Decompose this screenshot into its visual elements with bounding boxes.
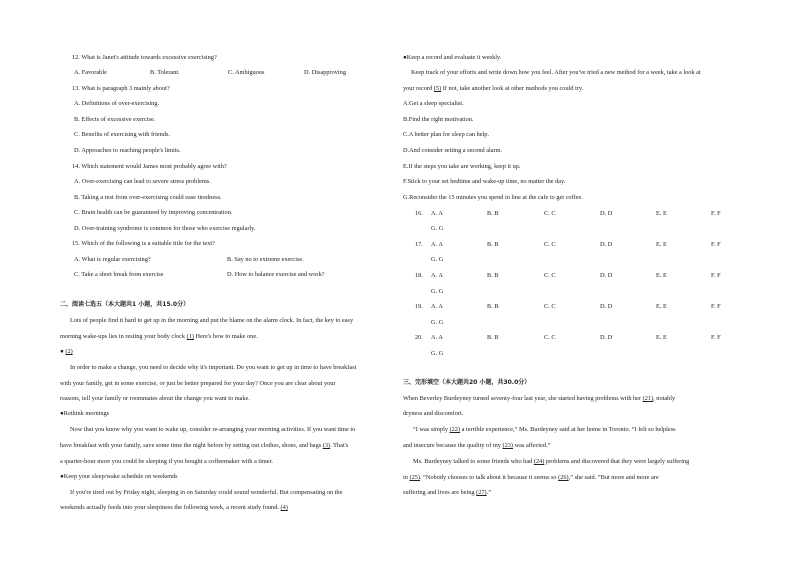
- passage-paragraph-3-line-2: [60, 443, 348, 449]
- cloze-text: a terrible experience,” Ms. Burdeyney said at her home in Toronto. “I felt so helpless: [460, 426, 676, 433]
- cloze-line-5: [413, 459, 689, 465]
- cloze-line-1: [403, 396, 675, 402]
- cloze-text: in: [403, 474, 410, 481]
- answer-option-f[interactable]: F. F: [711, 272, 721, 279]
- answer-option-f[interactable]: F. F: [711, 210, 721, 217]
- answer-option-e[interactable]: E. E: [656, 272, 667, 279]
- blank-27[interactable]: (27): [476, 489, 487, 496]
- passage-text: If not, take another look at other methods you could try.: [441, 85, 584, 92]
- passage-text: morning wake-ups lies in resting your body clock: [60, 333, 187, 340]
- question-14-stem: 14. Which statement would James most probably agree with?: [72, 163, 227, 170]
- question-13-stem: 13. What is paragraph 3 mainly about?: [72, 85, 170, 92]
- answer-option-b[interactable]: B. B: [487, 241, 499, 248]
- question-15-option-c[interactable]: C. Take a short break from exercise: [74, 271, 164, 278]
- bullet-heading-5: ●Keep a record and evaluate it weekly.: [403, 54, 502, 61]
- answer-option-d[interactable]: D. D: [600, 210, 613, 217]
- question-13-option-d[interactable]: D. Approaches to reaching people's limits.: [74, 147, 181, 154]
- passage-text: your record: [403, 85, 434, 92]
- passage-paragraph-1-line-1: Lots of people find it hard to get up in the morning and put the blame on the alarm clock. In fact, the key to easy: [70, 317, 354, 324]
- answer-option-d[interactable]: D. D: [600, 334, 613, 341]
- question-14-option-c[interactable]: C. Brain health can be guaranteed by improving concentration.: [74, 209, 233, 216]
- question-15-stem: 15. Which of the following is a suitable title for the text?: [72, 240, 215, 247]
- passage-text: . That's: [330, 442, 349, 449]
- answer-option-b[interactable]: B. B: [487, 334, 499, 341]
- question-14-option-b[interactable]: B. Taking a rest from over-exercising could ease tiredness.: [74, 194, 222, 201]
- blank-3[interactable]: (3): [322, 442, 331, 449]
- answer-option-e[interactable]: E. E: [656, 334, 667, 341]
- passage-paragraph-2-line-1: In order to make a change, you need to decide why it's important. Do you want to get up in time to have breakfast: [70, 364, 357, 371]
- cloze-text: and insecure because the quality of my: [403, 442, 503, 449]
- cloze-text: .”: [486, 489, 492, 496]
- blank-23[interactable]: (23): [502, 442, 513, 449]
- passage-paragraph-5-line-2: [403, 86, 583, 92]
- cloze-text: suffering and lives are being: [403, 489, 477, 496]
- answer-option-d[interactable]: D. D: [600, 272, 613, 279]
- answer-option-e[interactable]: E. E: [656, 303, 667, 310]
- answer-option-a[interactable]: A. A: [431, 272, 443, 279]
- cloze-line-4: [403, 443, 550, 449]
- question-12-option-a[interactable]: A. Favorable: [74, 69, 107, 76]
- cloze-text: “I was simply: [413, 426, 450, 433]
- answer-option-e[interactable]: E. E: [656, 241, 667, 248]
- blank-24[interactable]: (24): [533, 458, 545, 465]
- question-14-option-d[interactable]: D. Over-training syndrome is common for those who exercise regularly.: [74, 225, 256, 232]
- blank-21[interactable]: (21): [642, 395, 654, 402]
- cloze-text: was affected.”: [513, 442, 551, 449]
- question-12-option-d[interactable]: D. Disapproving: [304, 69, 346, 76]
- blank-5[interactable]: (5): [433, 85, 442, 92]
- passage-paragraph-1-line-2: [60, 334, 258, 340]
- section-2-heading: 二、阅读七选五（本大题共1 小题，共15.0分）: [60, 301, 190, 308]
- bullet-heading-2: [60, 349, 73, 355]
- passage-paragraph-5-line-1: Keep track of your efforts and write down how you feel. After you've tried a new method for a week, take a look at: [411, 69, 701, 76]
- passage-paragraph-4-line-2: [60, 505, 288, 511]
- question-15-option-d[interactable]: D. How to balance exercise and work?: [227, 271, 325, 278]
- answer-row-number: 19.: [415, 303, 423, 310]
- answer-option-c[interactable]: C. C: [544, 272, 556, 279]
- question-12-option-c[interactable]: C. Ambiguous: [228, 69, 265, 76]
- answer-option-b[interactable]: B. B: [487, 272, 499, 279]
- answer-option-a[interactable]: A. A: [431, 334, 443, 341]
- choice-f: F.Stick to your set bedtime and wake-up time, no matter the day.: [403, 178, 566, 185]
- passage-paragraph-3-line-1: Now that you know why you want to wake up, consider re-arranging your morning activities. If you want time to: [70, 426, 356, 433]
- answer-option-c[interactable]: C. C: [544, 210, 556, 217]
- answer-option-g[interactable]: G. G: [431, 319, 444, 326]
- passage-paragraph-3-line-3: a quarter-hour more you could be sleeping if you bought a coffeemaker with a timer.: [60, 458, 273, 465]
- cloze-text: , notably: [653, 395, 676, 402]
- choice-b: B.Find the right motivation.: [403, 116, 474, 123]
- answer-option-c[interactable]: C. C: [544, 303, 556, 310]
- answer-option-b[interactable]: B. B: [487, 210, 499, 217]
- answer-option-c[interactable]: C. C: [544, 334, 556, 341]
- passage-paragraph-2-line-3: reasons, tell your family or roommates about the change you want to make.: [60, 395, 250, 402]
- question-15-option-b[interactable]: B. Say no to extreme exercise.: [227, 256, 304, 263]
- answer-option-f[interactable]: F. F: [711, 241, 721, 248]
- passage-text: weekends actually feeds into your sleepiness the following week, a recent study found.: [60, 504, 281, 511]
- bullet-marker: ●: [60, 348, 66, 355]
- answer-row-number: 16.: [415, 210, 423, 217]
- question-12-stem: 12. What is Janet's attitude towards excessive exercising?: [72, 54, 217, 61]
- answer-option-a[interactable]: A. A: [431, 241, 443, 248]
- section-3-heading: 三、完形填空（本大题共20 小题，共30.0分）: [403, 379, 531, 386]
- cloze-line-2: dryness and discomfort.: [403, 410, 464, 417]
- choice-g: G.Reconsider the 15 minutes you spend in line at the cafe to get coffee.: [403, 194, 583, 201]
- blank-25[interactable]: (25): [409, 474, 420, 481]
- cloze-line-3: [413, 427, 676, 433]
- passage-text: have breakfast with your family, save some time the night before by setting out clothes, shoes, and bags: [60, 442, 323, 449]
- cloze-text: . “Nobody chooses to talk about it because it seems so: [419, 474, 559, 481]
- right-column: [403, 0, 773, 562]
- question-15-option-a[interactable]: A. What is regular exercising?: [74, 256, 151, 263]
- answer-option-g[interactable]: G. G: [431, 288, 444, 295]
- answer-option-c[interactable]: C. C: [544, 241, 556, 248]
- left-column: [60, 0, 430, 562]
- choice-e: E.If the steps you take are working, keep it up.: [403, 163, 521, 170]
- cloze-text: ,” she said. “But more and more are: [568, 474, 659, 481]
- answer-option-b[interactable]: B. B: [487, 303, 499, 310]
- cloze-text: When Beverley Burdeyney turned seventy-four last year, she started having problems with her: [403, 395, 643, 402]
- blank-1[interactable]: (1): [186, 333, 194, 340]
- answer-option-a[interactable]: A. A: [431, 210, 443, 217]
- blank-26[interactable]: (26): [558, 474, 569, 481]
- answer-option-g[interactable]: G. G: [431, 350, 444, 357]
- answer-option-d[interactable]: D. D: [600, 303, 613, 310]
- answer-row-number: 20.: [415, 334, 423, 341]
- answer-option-g[interactable]: G. G: [431, 256, 444, 263]
- passage-paragraph-2-line-2: with your family, get in some exercise, or just be better prepared for your day? Once you are clear about your: [60, 380, 336, 387]
- cloze-text: problems and discovered that they were largely suffering: [544, 458, 690, 465]
- cloze-line-7: [403, 490, 491, 496]
- choice-c: C.A better plan for sleep can help.: [403, 131, 490, 138]
- answer-option-f[interactable]: F. F: [711, 303, 721, 310]
- bullet-heading-4: ●Keep your sleep/wake schedule on weekends: [60, 473, 178, 480]
- choice-d: D.And consider setting a second alarm.: [403, 147, 503, 154]
- answer-option-d[interactable]: D. D: [600, 241, 613, 248]
- answer-option-e[interactable]: E. E: [656, 210, 667, 217]
- cloze-line-6: [403, 475, 659, 481]
- blank-4[interactable]: (4): [280, 504, 288, 511]
- answer-option-f[interactable]: F. F: [711, 334, 721, 341]
- question-12-option-b[interactable]: B. Tolerant.: [150, 69, 180, 76]
- question-14-option-a[interactable]: A. Over-exercising can lead to severe stress problems.: [74, 178, 211, 185]
- choice-a: A.Get a sleep specialist.: [403, 100, 464, 107]
- question-13-option-a[interactable]: A. Definitions of over-exercising.: [74, 100, 160, 107]
- answer-option-a[interactable]: A. A: [431, 303, 443, 310]
- cloze-text: Ms. Burdeyney talked to some friends who had: [413, 458, 534, 465]
- blank-2[interactable]: (2): [65, 348, 73, 355]
- question-13-option-c[interactable]: C. Benefits of exercising with friends.: [74, 131, 171, 138]
- question-13-option-b[interactable]: B. Effects of excessive exercise.: [74, 116, 156, 123]
- answer-row-number: 17.: [415, 241, 423, 248]
- answer-option-g[interactable]: G. G: [431, 225, 444, 232]
- passage-paragraph-4-line-1: If you're tired out by Friday night, sleeping in on Saturday could sound wonderful. But compensating on the: [70, 489, 343, 496]
- bullet-heading-3: ●Rethink mornings: [60, 410, 110, 417]
- passage-text: Here's how to make one.: [193, 333, 258, 340]
- blank-22[interactable]: (22): [449, 426, 461, 433]
- answer-row-number: 18.: [415, 272, 423, 279]
